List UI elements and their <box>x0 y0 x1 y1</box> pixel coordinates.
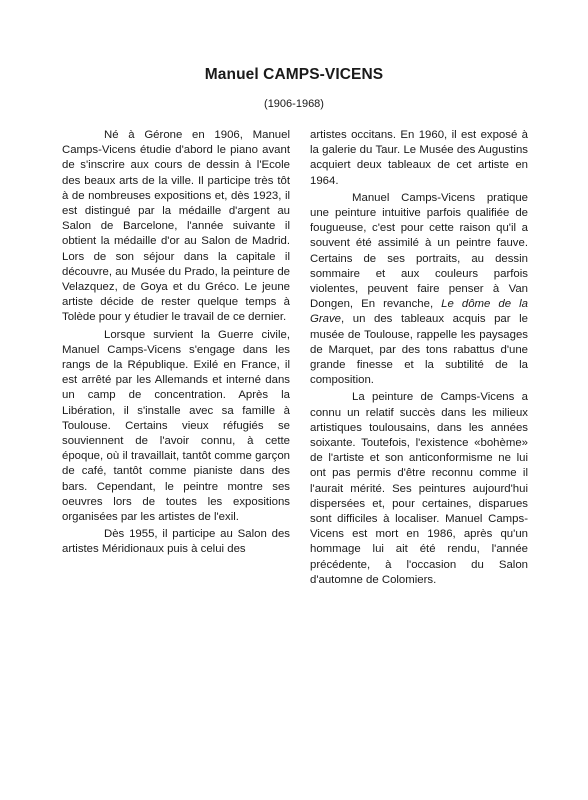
paragraph-4 <box>310 191 528 389</box>
paragraph-1: Né à Gérone en 1906, Manuel Camps-Vicens étudie d'abord le piano avant de s'inscrire aux cours de dessin à l'Ecole des beaux arts de la ville. Il participe très tôt à de nombreuses expositions et, dès 1923, il est distingué par la médaille d'argent au Salon de Barcelone, l'année suivante il obtient la médaille d'or au Salon de Madrid. Lors de son séjour dans la capitale il découvre, au Musée du Prado, la peinture de Velazquez, de Goya et du Gréco. Le jeune artiste décide de rester quelque temps à Tolède pour y étudier le travail de ce dernier. <box>62 129 290 324</box>
page-title: Manuel CAMPS-VICENS <box>204 66 384 83</box>
paragraph-5: La peinture de Camps-Vicens a connu un relatif succès dans les milieux artistiques toulousains, dans les années soixante. Toutefois, l'existence «bohème» de l'artiste et son anticonformisme ne lui ont pas permis d'être reconnu comme il l'aurait mérité. Ses peintures aujourd'hui dispersées et, pour certaines, disparues sont difficiles à localiser. Manuel Camps-Vicens est mort en 1986, après qu'un hommage lui ait été rendu, l'année précédente, à l'occasion du Salon d'automne de Colomiers. <box>310 391 528 586</box>
right-column <box>310 128 528 590</box>
paragraph-4-text-b: , un des tableaux acquis par le musée de Toulouse, rappelle les paysages de Marquet, par des tons rabattus d'une grande finesse et la subtilité de la composition. <box>310 313 528 387</box>
paragraph-4-text-a: Manuel Camps-Vicens pratique une peinture intuitive parfois qualifiée de fougueuse, c'est pour cette raison qu'il a souvent été assimilé à un peintre fauve. Certains de ses portraits, au dessin sommaire et aux couleurs parfois violentes, peuvent faire penser à Van Dongen, En revanche, <box>310 191 528 311</box>
paragraph-2: Lorsque survient la Guerre civile, Manuel Camps-Vicens s'engage dans les rangs de la République. Exilé en France, il est arrêté par les Allemands et interné dans un camp de concentration. Après la Libération, il s'installe avec sa famille à Toulouse. Certains vieux réfugiés se souviennent de l'avoir connu, à cette époque, où il travaillait, tantôt comme garçon de café, tantôt comme pianiste dans des bars. Cependant, le peintre montre ses oeuvres lors de toutes les expositions organisées par les artistes de l'exil. <box>62 328 290 524</box>
paragraph-3: Dès 1955, il participe au Salon des artistes Méridionaux puis à celui des <box>62 528 290 556</box>
left-column <box>62 128 290 560</box>
paragraph-3-continuation: artistes occitans. En 1960, il est exposé à la galerie du Taur. Le Musée des Augustins acquiert deux tableaux de cet artiste en 1964. <box>310 129 528 187</box>
painting-title: Le dôme de la Grave <box>310 298 528 326</box>
life-dates: (1906-1968) <box>264 98 324 110</box>
